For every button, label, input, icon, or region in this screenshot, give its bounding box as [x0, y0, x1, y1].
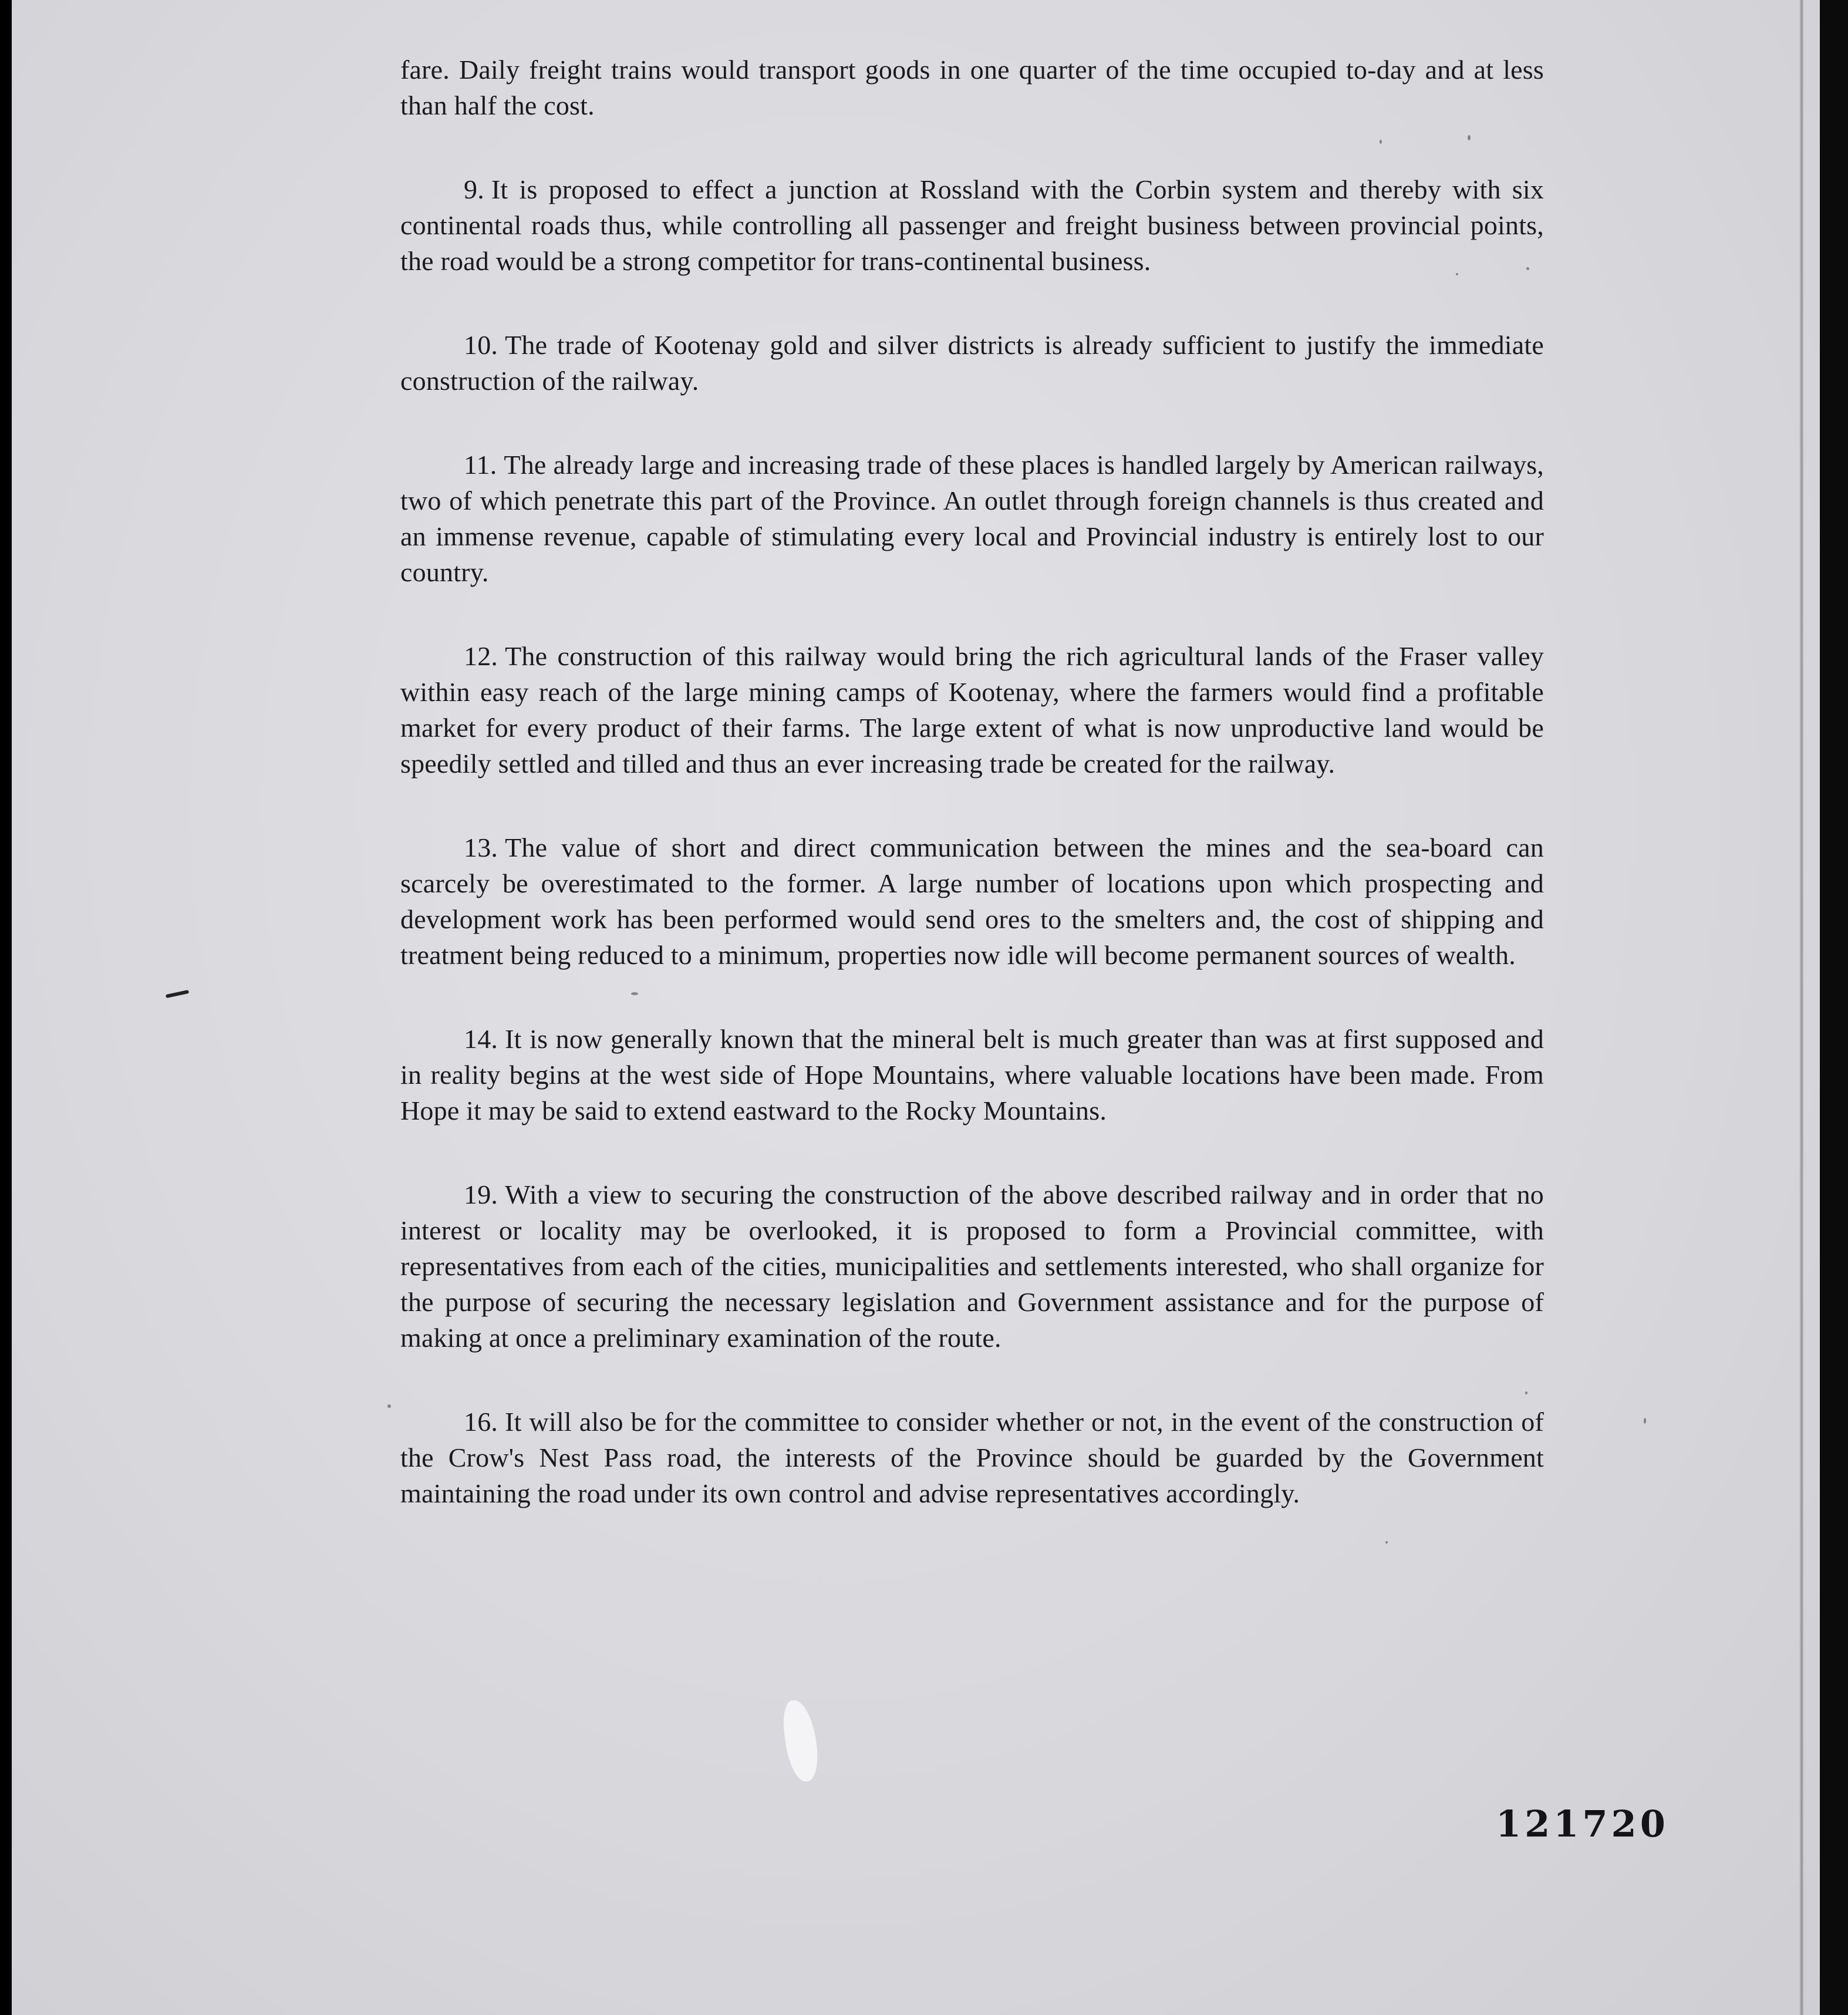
- paragraph-number: 11.: [464, 450, 497, 480]
- paragraph-9: [400, 171, 1544, 279]
- paragraph-text: The value of short and direct communication between the mines and the sea-board can scarcely be overestimated to the former. A large number of locations upon which prospecting and development work has been performed would send ores to the smelters and, the cost of shipping and treatment being reduced to a minimum, properties now idle will become permanent sources of wealth.: [400, 833, 1544, 970]
- paragraph-text: fare. Daily freight trains would transport goods in one quarter of the time occupied to-day and at less than half the cost.: [400, 55, 1544, 120]
- paragraph-text: The already large and increasing trade of these places is handled largely by American railways, two of which penetrate this part of the Province. An outlet through foreign channels is thus created and an immense revenue, capable of stimulating every local and Provincial industry is entirely lost to our country.: [400, 450, 1544, 587]
- paragraph-text: It will also be for the committee to consider whether or not, in the event of the construction of the Crow's Nest Pass road, the interests of the Province should be guarded by the Government maintaining the road under its own control and advise representatives accordingly.: [400, 1407, 1544, 1508]
- paragraph-12: [400, 638, 1544, 781]
- paper-blemish: [780, 1698, 822, 1784]
- paragraph-number: 9.: [464, 174, 484, 204]
- paragraph-19: [400, 1177, 1544, 1356]
- paper-sheet: [12, 0, 1832, 2015]
- paragraph-number: 12.: [464, 641, 498, 671]
- paragraph-text: With a view to securing the construction of the above described railway and in order that no interest or locality may be overlooked, it is proposed to form a Provincial committee, with representatives from each of the cities, municipalities and settlements interested, who shall organize for the purpose of securing the necessary legislation and Government assistance and for the purpose of making at once a preliminary examination of the route.: [400, 1180, 1544, 1353]
- paragraph-text: The construction of this railway would bring the rich agricultural lands of the Fraser valley within easy reach of the large mining camps of Kootenay, where the farmers would find a profitable market for every product of their farms. The large extent of what is now unproductive land would be speedily settled and tilled and thus an ever increasing trade be created for the railway.: [400, 641, 1544, 779]
- paragraph-10: [400, 327, 1544, 399]
- dust-speck: [1644, 1418, 1646, 1424]
- scan-border: [1820, 0, 1848, 2015]
- dust-speck: [387, 1404, 391, 1408]
- document-body: [400, 52, 1544, 1559]
- paragraph-14: [400, 1021, 1544, 1128]
- paper-crease: [1799, 0, 1804, 2015]
- paragraph-number: 13.: [464, 833, 498, 862]
- paragraph-continuation: [400, 52, 1544, 123]
- paragraph-number: 19.: [464, 1180, 498, 1209]
- margin-mark: [166, 990, 189, 998]
- paragraph-number: 16.: [464, 1407, 498, 1437]
- paragraph-text: It is now generally known that the mineral belt is much greater than was at first supposed and in reality begins at the west side of Hope Mountains, where valuable locations have been made. From Hope it may be said to extend eastward to the Rocky Mountains.: [400, 1024, 1544, 1126]
- paragraph-text: It is proposed to effect a junction at Rossland with the Corbin system and thereby with six continental roads thus, while controlling all passenger and freight business between provincial points, the road would be a strong competitor for trans-continental business.: [400, 174, 1544, 276]
- paragraph-16: [400, 1404, 1544, 1511]
- paragraph-number: 10.: [464, 330, 498, 360]
- paragraph-13: [400, 830, 1544, 973]
- archive-stamp-number: 121720: [1496, 1802, 1669, 1845]
- paragraph-number: 14.: [464, 1024, 498, 1054]
- paragraph-11: [400, 447, 1544, 590]
- paragraph-text: The trade of Kootenay gold and silver districts is already sufficient to justify the immediate construction of the railway.: [400, 330, 1544, 396]
